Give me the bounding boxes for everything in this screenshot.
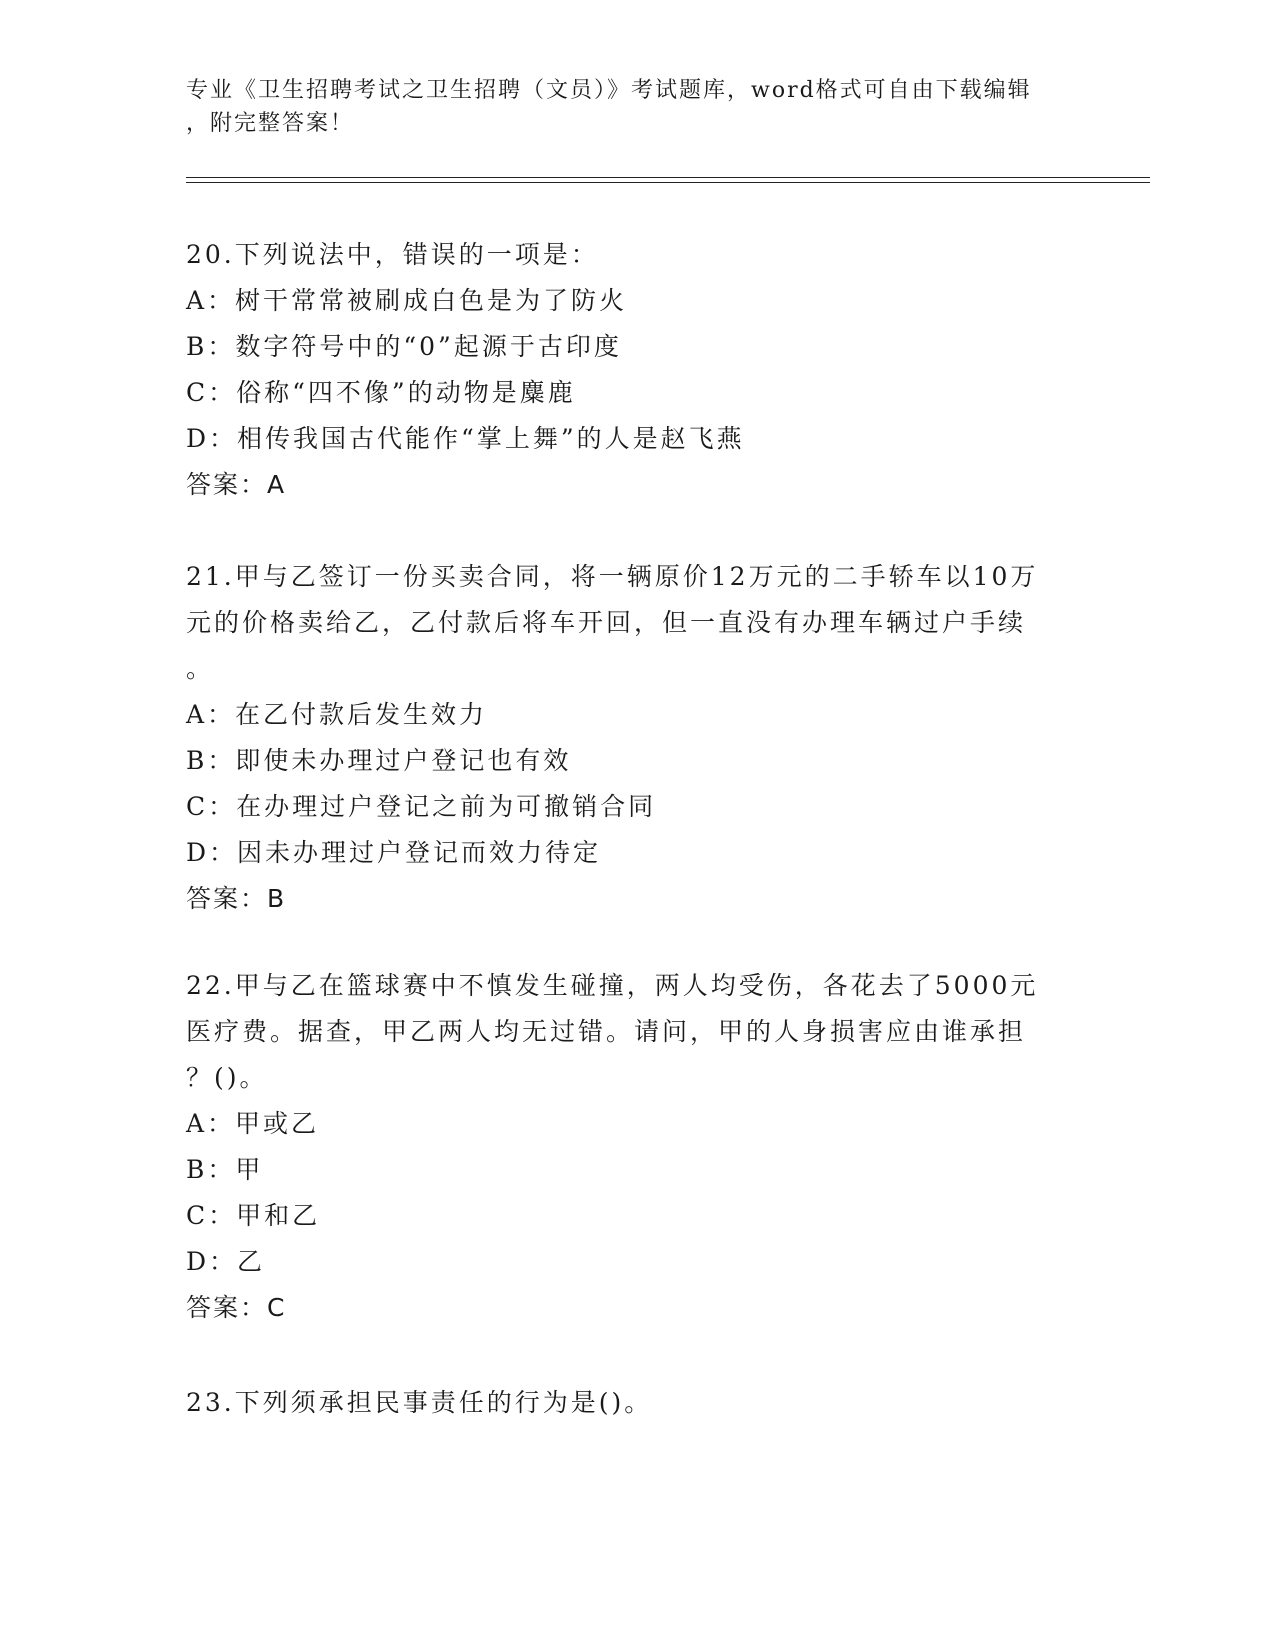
- question-23: [186, 1380, 1086, 1426]
- question-22: [186, 963, 1086, 1331]
- header-line: 专业《卫生招聘考试之卫生招聘（文员）》考试题库，word格式可自由下载编辑: [186, 78, 1032, 103]
- question-stem: 元的价格卖给乙，乙付款后将车开回，但一直没有办理车辆过户手续: [186, 608, 1027, 637]
- option-b: B：数字符号中的“0”起源于古印度: [186, 332, 622, 361]
- document-header: [186, 74, 1086, 140]
- header-line: ，附完整答案！: [186, 111, 355, 136]
- option-c: C：在办理过户登记之前为可撤销合同: [186, 792, 657, 821]
- header-divider-top: [186, 177, 1150, 178]
- option-c: C：甲和乙: [186, 1201, 321, 1230]
- option-a: A：树干常常被刷成白色是为了防火: [186, 286, 628, 315]
- question-stem: ？()。: [186, 1063, 268, 1092]
- option-d: D：因未办理过户登记而效力待定: [186, 838, 602, 867]
- question-stem: 20.下列说法中，错误的一项是：: [186, 240, 599, 269]
- question-stem: 。: [186, 654, 215, 683]
- answer-line: 答案：C: [186, 1293, 287, 1322]
- option-a: A：甲或乙: [186, 1109, 320, 1138]
- question-20: [186, 232, 1086, 508]
- header-divider-bottom: [186, 182, 1150, 183]
- option-a: A：在乙付款后发生效力: [186, 700, 488, 729]
- question-stem: 23.下列须承担民事责任的行为是()。: [186, 1388, 653, 1417]
- answer-line: 答案：B: [186, 884, 287, 913]
- option-c: C：俗称“四不像”的动物是麋鹿: [186, 378, 576, 407]
- option-d: D：相传我国古代能作“掌上舞”的人是赵飞燕: [186, 424, 745, 453]
- option-b: B：即使未办理过户登记也有效: [186, 746, 572, 775]
- option-b: B：甲: [186, 1155, 264, 1184]
- question-stem: 21.甲与乙签订一份买卖合同，将一辆原价12万元的二手轿车以10万: [186, 562, 1039, 591]
- answer-line: 答案：A: [186, 470, 287, 499]
- question-stem: 医疗费。据查，甲乙两人均无过错。请问，甲的人身损害应由谁承担: [186, 1017, 1027, 1046]
- question-21: [186, 554, 1086, 922]
- question-stem: 22.甲与乙在篮球赛中不慎发生碰撞，两人均受伤，各花去了5000元: [186, 971, 1039, 1000]
- option-d: D：乙: [186, 1247, 266, 1276]
